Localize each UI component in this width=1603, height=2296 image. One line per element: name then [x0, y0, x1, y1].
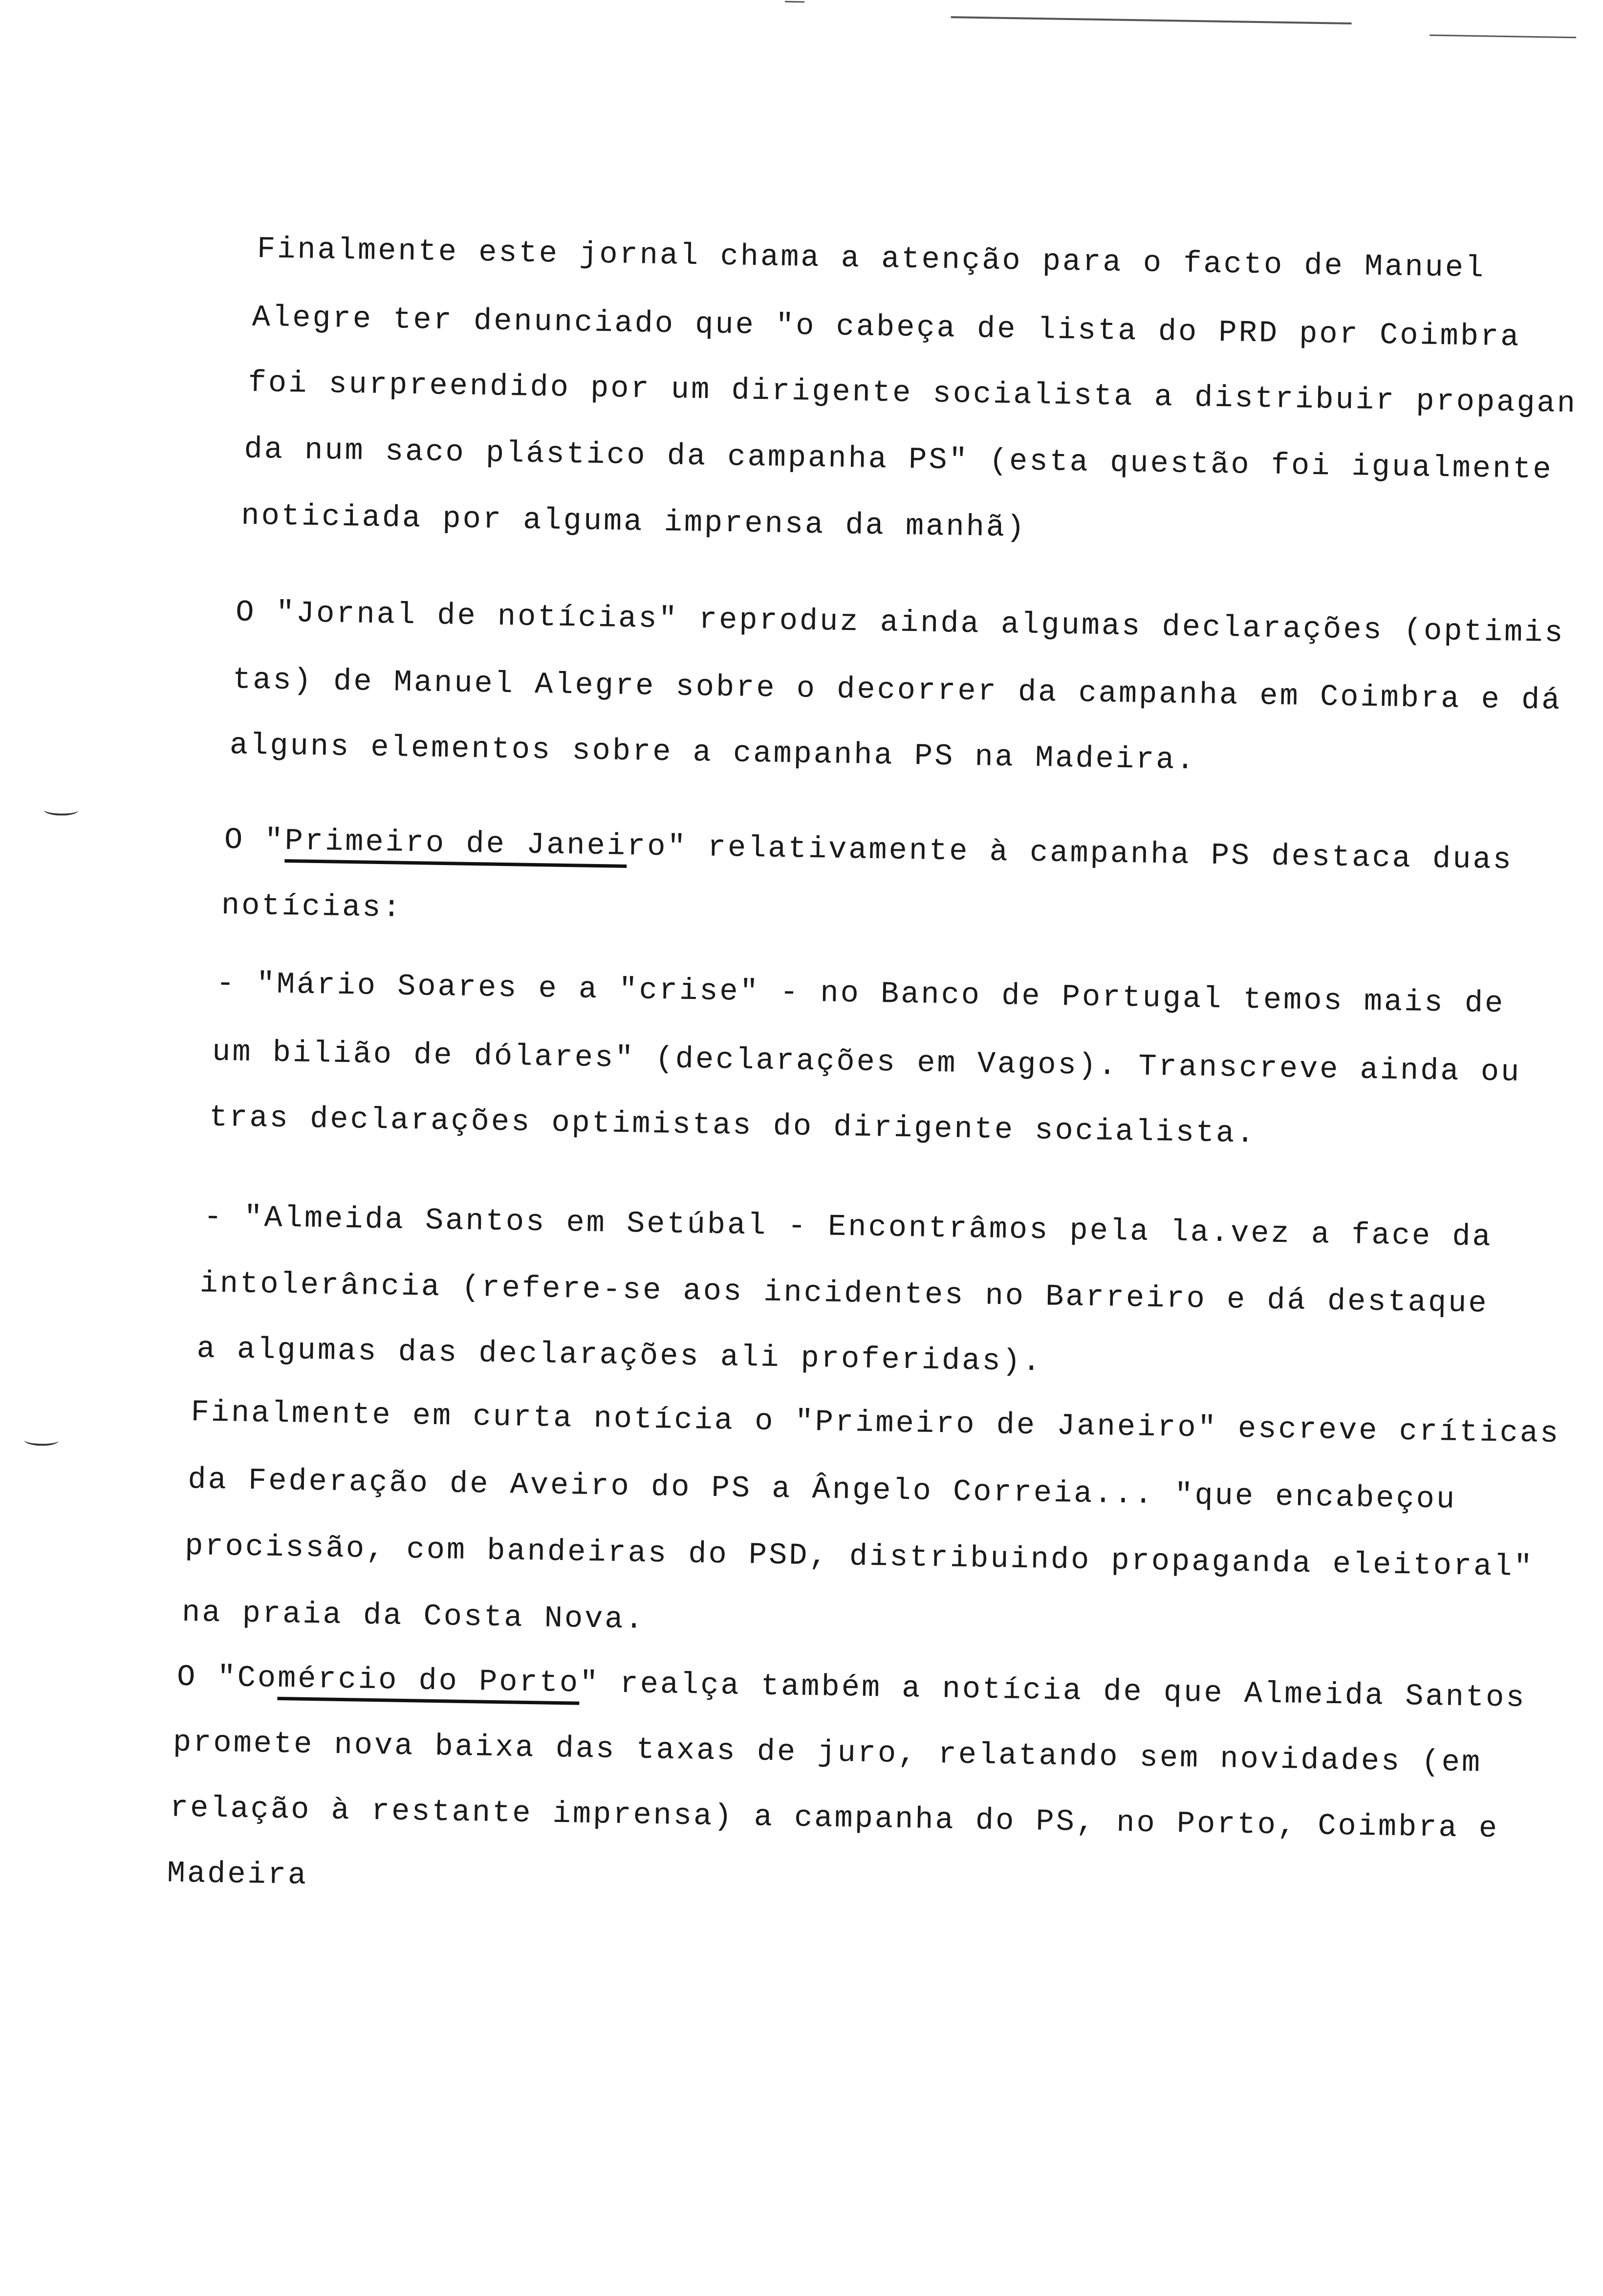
text-line: procissão, com bandeiras do PSD, distribuindo propaganda eleitoral" [184, 1528, 1535, 1585]
text-line: Finalmente este jornal chama a atenção para o facto de Manuel [257, 231, 1486, 286]
text-line: Finalmente em curta notícia o "Primeiro de Janeiro" escreve críticas [191, 1395, 1560, 1451]
top-edge-rule-right [1430, 35, 1576, 39]
text-line: da Federação de Aveiro do PS a Ângelo Correia... "que encabeçou [187, 1462, 1457, 1517]
binding-hole-mark [44, 804, 78, 816]
text-line: promete nova baixa das taxas de juro, relatando sem novidades (em [173, 1725, 1482, 1780]
text-line: da num saco plástico da campanha PS" (esta questão foi igualmente [243, 432, 1554, 487]
text-line: na praia da Costa Nova. [181, 1595, 646, 1637]
text-line: a algumas das declarações ali proferidas). [196, 1331, 1043, 1380]
text-line: noticiada por alguma imprensa da manhã) [240, 498, 1027, 545]
binding-hole-mark-lower [24, 1435, 58, 1446]
text-segment: ro" relativamente à campanha PS destaca duas [627, 828, 1514, 878]
text-line: - "Mário Soares e a "crise" - no Banco de Portugal temos mais de [216, 966, 1505, 1021]
top-edge-rule [951, 16, 1352, 24]
text-segment: " realça também a notícia de que Almeida Santos [579, 1666, 1527, 1716]
text-line-with-underline [176, 1659, 1527, 1716]
text-line: intolerância (refere-se aos incidentes no Barreiro e dá destaque [199, 1266, 1489, 1321]
text-line: foi surpreendido por um dirigente socialista a distribuir propagan [248, 365, 1578, 421]
top-edge-mark [785, 1, 804, 3]
text-line: O "Jornal de notícias" reproduz ainda algumas declarações (optimis [235, 595, 1565, 651]
paragraph-1 [18, 0, 1603, 545]
text-line: tras declarações optimistas do dirigente socialista. [209, 1100, 1257, 1151]
text-line-with-underline [224, 823, 1514, 878]
text-line: notícias: [221, 888, 403, 926]
text-segment: O "Co [176, 1659, 278, 1696]
text-segment: O " [224, 823, 285, 858]
underlined-newspaper-name: Primeiro de Janei [284, 823, 628, 868]
text-line: alguns elementos sobre a campanha PS na Madeira. [229, 728, 1197, 778]
text-line: um bilião de dólares" (declarações em Vagos). Transcreve ainda ou [212, 1034, 1521, 1090]
text-line: tas) de Manuel Alegre sobre o decorrer da campanha em Coimbra e dá [232, 662, 1562, 718]
text-line: Madeira [167, 1856, 308, 1893]
text-line: - "Almeida Santos em Setúbal - Encontrâmos pela la.vez a face da [203, 1199, 1493, 1255]
text-line: relação à restante imprensa) a campanha do PS, no Porto, Coimbra e [170, 1790, 1499, 1846]
underlined-newspaper-name: mércio do Porto [277, 1661, 580, 1705]
text-line: Alegre ter denunciado que "o cabeça de lista do PRD por Coimbra [252, 300, 1521, 355]
